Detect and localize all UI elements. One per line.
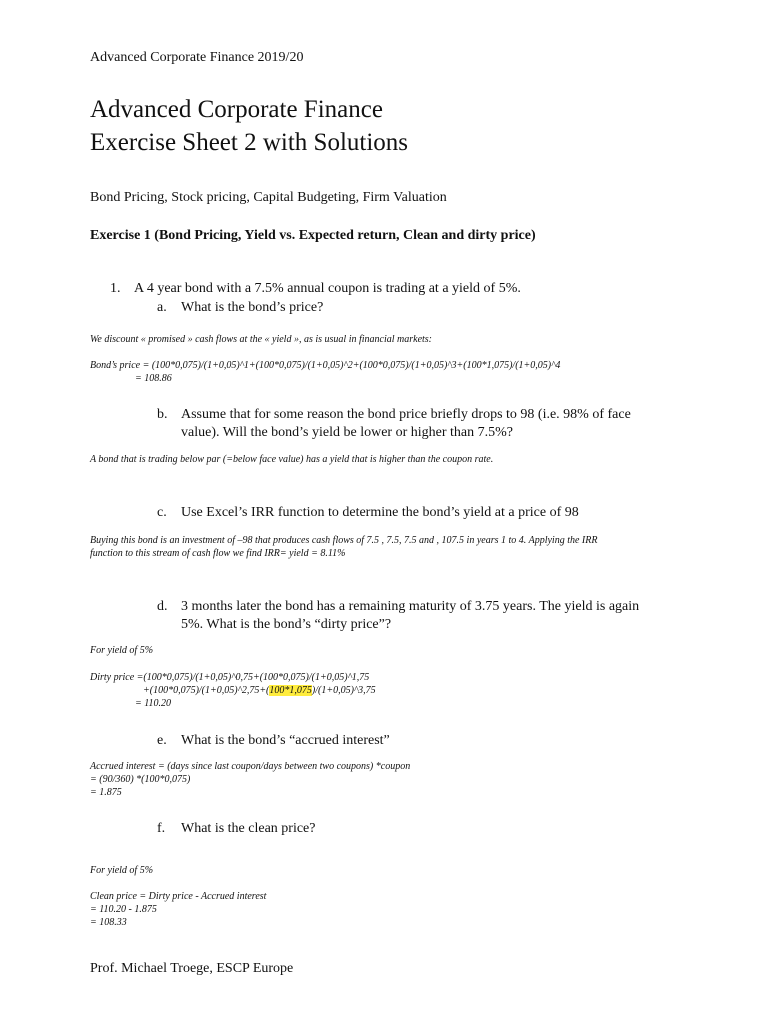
- answer-d-result: = 110.20: [135, 698, 172, 709]
- question-d: [157, 597, 639, 616]
- page-footer: Prof. Michael Troege, ESCP Europe: [90, 961, 294, 976]
- question-a-text: What is the bond’s price?: [181, 300, 324, 315]
- answer-f-line-2: = 110.20 - 1.875: [90, 904, 157, 915]
- question-1-text: A 4 year bond with a 7.5% annual coupon is trading at a yield of 5%.: [134, 281, 521, 296]
- answer-d-formula-2-pre: +(100*0,075)/(1+0,05)^2,75+(: [143, 685, 270, 696]
- answer-d-formula-2: [143, 685, 376, 697]
- question-e-letter: e.: [157, 733, 167, 748]
- exercise-heading: Exercise 1 (Bond Pricing, Yield vs. Expected return, Clean and dirty price): [90, 228, 536, 243]
- answer-d-formula-1: Dirty price =(100*0,075)/(1+0,05)^0,75+(100*0,075)/(1+0,05)^1,75: [90, 672, 370, 683]
- topics-line: Bond Pricing, Stock pricing, Capital Budgeting, Firm Valuation: [90, 190, 447, 205]
- question-a-letter: a.: [157, 300, 167, 315]
- question-c: [157, 503, 579, 522]
- question-f-letter: f.: [157, 821, 166, 836]
- question-d-letter: d.: [157, 599, 168, 614]
- answer-f-yield: For yield of 5%: [90, 865, 154, 876]
- answer-f-line-3: = 108.33: [90, 917, 127, 928]
- answer-e-line-2: = (90/360) *(100*0,075): [90, 774, 191, 785]
- highlighted-term: 100*1,075: [269, 685, 312, 696]
- question-e-text: What is the bond’s “accrued interest”: [181, 733, 390, 748]
- question-1: [110, 279, 521, 298]
- question-e: [157, 731, 390, 750]
- question-1-number: 1.: [110, 281, 121, 296]
- answer-a-intro: We discount « promised » cash flows at the « yield », as is usual in financial markets:: [90, 334, 433, 345]
- document-title: [90, 93, 408, 159]
- answer-c-line-1: Buying this bond is an investment of –98 that produces cash flows of 7.5 , 7.5, 7.5 and , 107.5 in years 1 to 4. Applying the IRR: [90, 535, 598, 546]
- answer-e-line-1: Accrued interest = (days since last coupon/days between two coupons) *coupon: [90, 761, 411, 772]
- question-c-text: Use Excel’s IRR function to determine the bond’s yield at a price of 98: [181, 505, 579, 520]
- answer-e-line-3: = 1.875: [90, 787, 122, 798]
- question-b-letter: b.: [157, 407, 168, 422]
- question-f-text: What is the clean price?: [181, 821, 316, 836]
- question-c-letter: c.: [157, 505, 167, 520]
- answer-c-line-2: function to this stream of cash flow we find IRR= yield = 8.11%: [90, 548, 346, 559]
- question-d-line-2: 5%. What is the bond’s “dirty price”?: [181, 617, 392, 632]
- answer-d-yield: For yield of 5%: [90, 645, 154, 656]
- question-f: [157, 819, 315, 838]
- page-header: Advanced Corporate Finance 2019/20: [90, 50, 304, 65]
- answer-d-formula-2-post: )/(1+0,05)^3,75: [311, 685, 376, 696]
- title-line-1: Advanced Corporate Finance: [90, 96, 383, 123]
- question-a: [157, 298, 323, 317]
- question-b: [157, 405, 631, 424]
- title-line-2: Exercise Sheet 2 with Solutions: [90, 129, 409, 156]
- answer-a-result: = 108.86: [135, 373, 172, 384]
- answer-a-formula: Bond’s price = (100*0,075)/(1+0,05)^1+(100*0,075)/(1+0,05)^2+(100*0,075)/(1+0,05)^3+(100*1,075)/(1+0,05)^4: [90, 360, 561, 371]
- question-b-line-2: value). Will the bond’s yield be lower or higher than 7.5%?: [181, 425, 513, 440]
- answer-b: A bond that is trading below par (=below face value) has a yield that is higher than the coupon rate.: [90, 454, 494, 465]
- question-b-line-1: Assume that for some reason the bond price briefly drops to 98 (i.e. 98% of face: [181, 407, 631, 422]
- question-d-line-1: 3 months later the bond has a remaining maturity of 3.75 years. The yield is again: [181, 599, 640, 614]
- answer-f-line-1: Clean price = Dirty price - Accrued interest: [90, 891, 267, 902]
